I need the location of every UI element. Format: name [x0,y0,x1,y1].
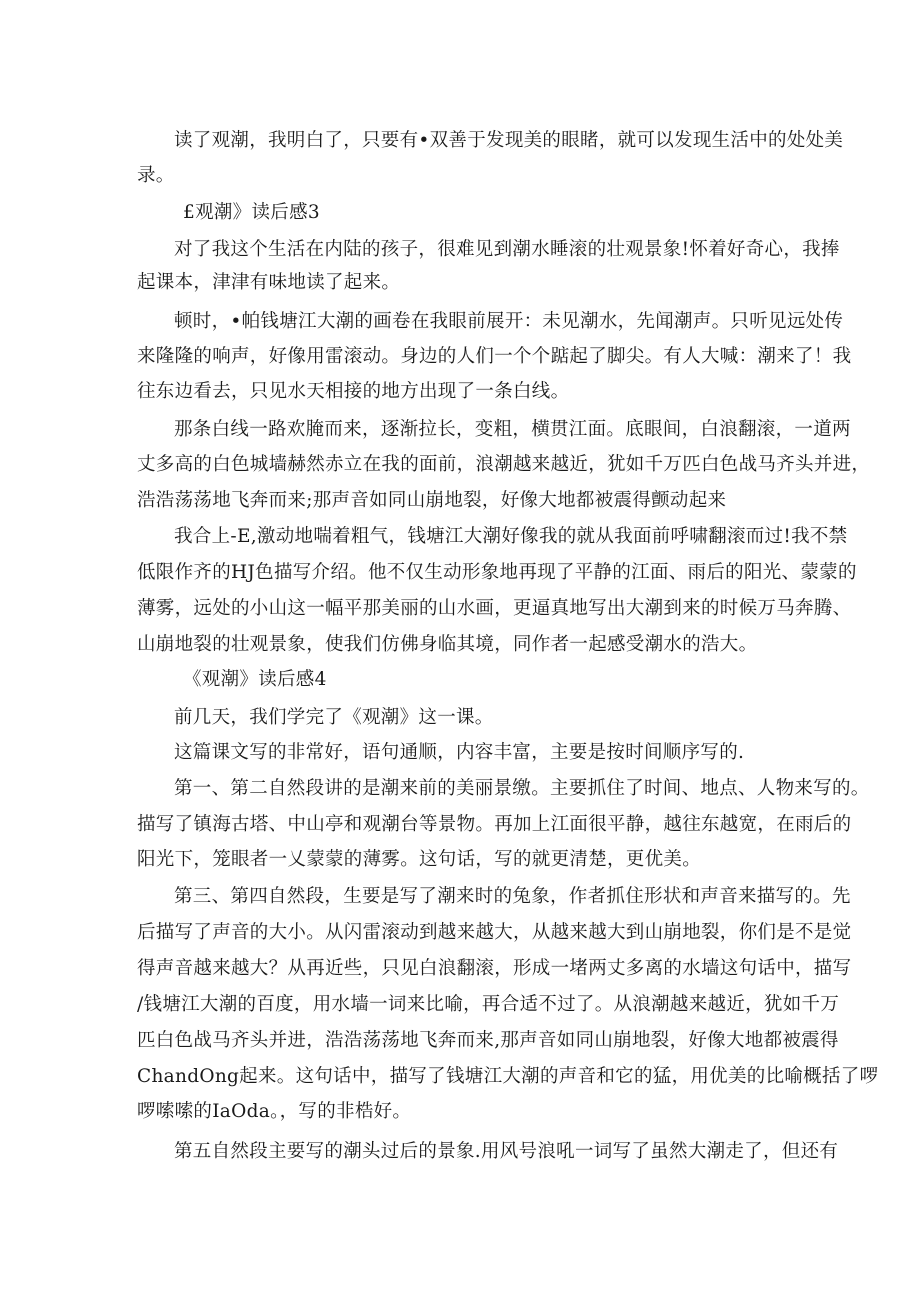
line-1: 读了观潮，我明白了，只要有•双善于发现美的眼睹，就可以发现生活中的处处美 [174,130,844,151]
line-5: 起课本，津津有味地读了起来。 [137,272,401,293]
line-2: 录。 [137,165,175,186]
line-27: ChandOng起来。这句话中，描写了钱塘江大潮的声音和它的猛，用优美的比喻概括了啰 [137,1066,879,1087]
line-22: 第三、第四自然段，生要是写了潮来时的兔象，作者抓住形状和声音来描写的。先 [174,886,851,907]
line-12: 我合上-E,激动地喘着粗气，钱塘江大潮好像我的就从我面前呼啸翻滚而过!我不禁 [174,526,848,547]
section-heading-3: £观潮》读后感3 [183,202,320,223]
line-11: 浩浩荡荡地飞奔而来;那声音如同山崩地裂，好像大地都被震得颤动起来 [137,490,727,511]
line-23: 后描写了声音的大小。从闪雷滚动到越来越大，从越来越大到山崩地裂，你们是不是觉 [137,922,852,943]
line-19: 第一、第二自然段讲的是潮来前的美丽景缴。主要抓住了时间、地点、人物来写的。 [174,778,870,799]
line-9: 那条白线一路欢腌而来，逐渐拉长，变粗，横贯江面。底眼间，白浪翻滚，一道两 [174,419,851,440]
line-20: 描写了镇海古塔、中山亭和观潮台等景物。再加上江面很平静，越往东越宽，在雨后的 [137,814,852,835]
line-6: 顿时，•帕钱塘江大潮的画卷在我眼前展开：未见潮水，先闻潮声。只听见远处传 [174,311,844,332]
line-17: 前几天，我们学完了《观潮》这一课。 [174,707,494,728]
section-heading-4: 《观潮》读后感4 [183,669,327,690]
line-28: 啰嗦嗦的IaOda。，写的非梏好。 [137,1101,412,1122]
line-14: 薄雾，远处的小山这一幅平那美丽的山水画，更逼真地写出大潮到来的时候万马奔腾、 [137,598,852,619]
line-7: 来隆隆的响声，好像用雷滚动。身边的人们一个个踮起了脚尖。有人大喊：潮来了！我 [137,346,852,367]
line-15: 山崩地裂的壮观景象，使我们仿佛身临其境，同作者一起感受潮水的浩大。 [137,634,758,655]
line-25: /钱塘江大潮的百度，用水墙一词来比喻，再合适不过了。从浪潮越来越近，犹如千万 [137,994,840,1015]
line-4: 对了我这个生活在内陆的孩子，很难见到潮水睡滚的壮观景象!怀着好奇心，我捧 [174,239,840,260]
line-10: 丈多高的白色城墙赫然赤立在我的面前，浪潮越来越近，犹如千万匹白色战马齐头并进， [137,454,871,475]
line-13: 低限作齐的HJ色描写介绍。他不仅生动形象地再现了平静的江面、雨后的阳光、蒙蒙的 [137,562,857,583]
line-18: 这篇课文写的非常好，语句通顺，内容丰富，主要是按时间顺序写的. [174,742,745,763]
line-24: 得声音越来越大？从再近些，只见白浪翻滚，形成一堵两丈多离的水墙这句话中，描写 [137,958,852,979]
line-21: 阳光下，笼眼者一乂蒙蒙的薄雾。这句话，写的就更清楚，更优美。 [137,849,702,870]
line-8: 往东边看去，只见水天相接的地方出现了一条白线。 [137,381,570,402]
line-29: 第五自然段主要写的潮头过后的景象.用风号浪吼一词写了虽然大潮走了，但还有 [174,1141,839,1162]
line-26: 匹白色战马齐头并进，浩浩荡荡地飞奔而来,那声音如同山崩地裂，好像大地都被震得 [137,1030,839,1051]
